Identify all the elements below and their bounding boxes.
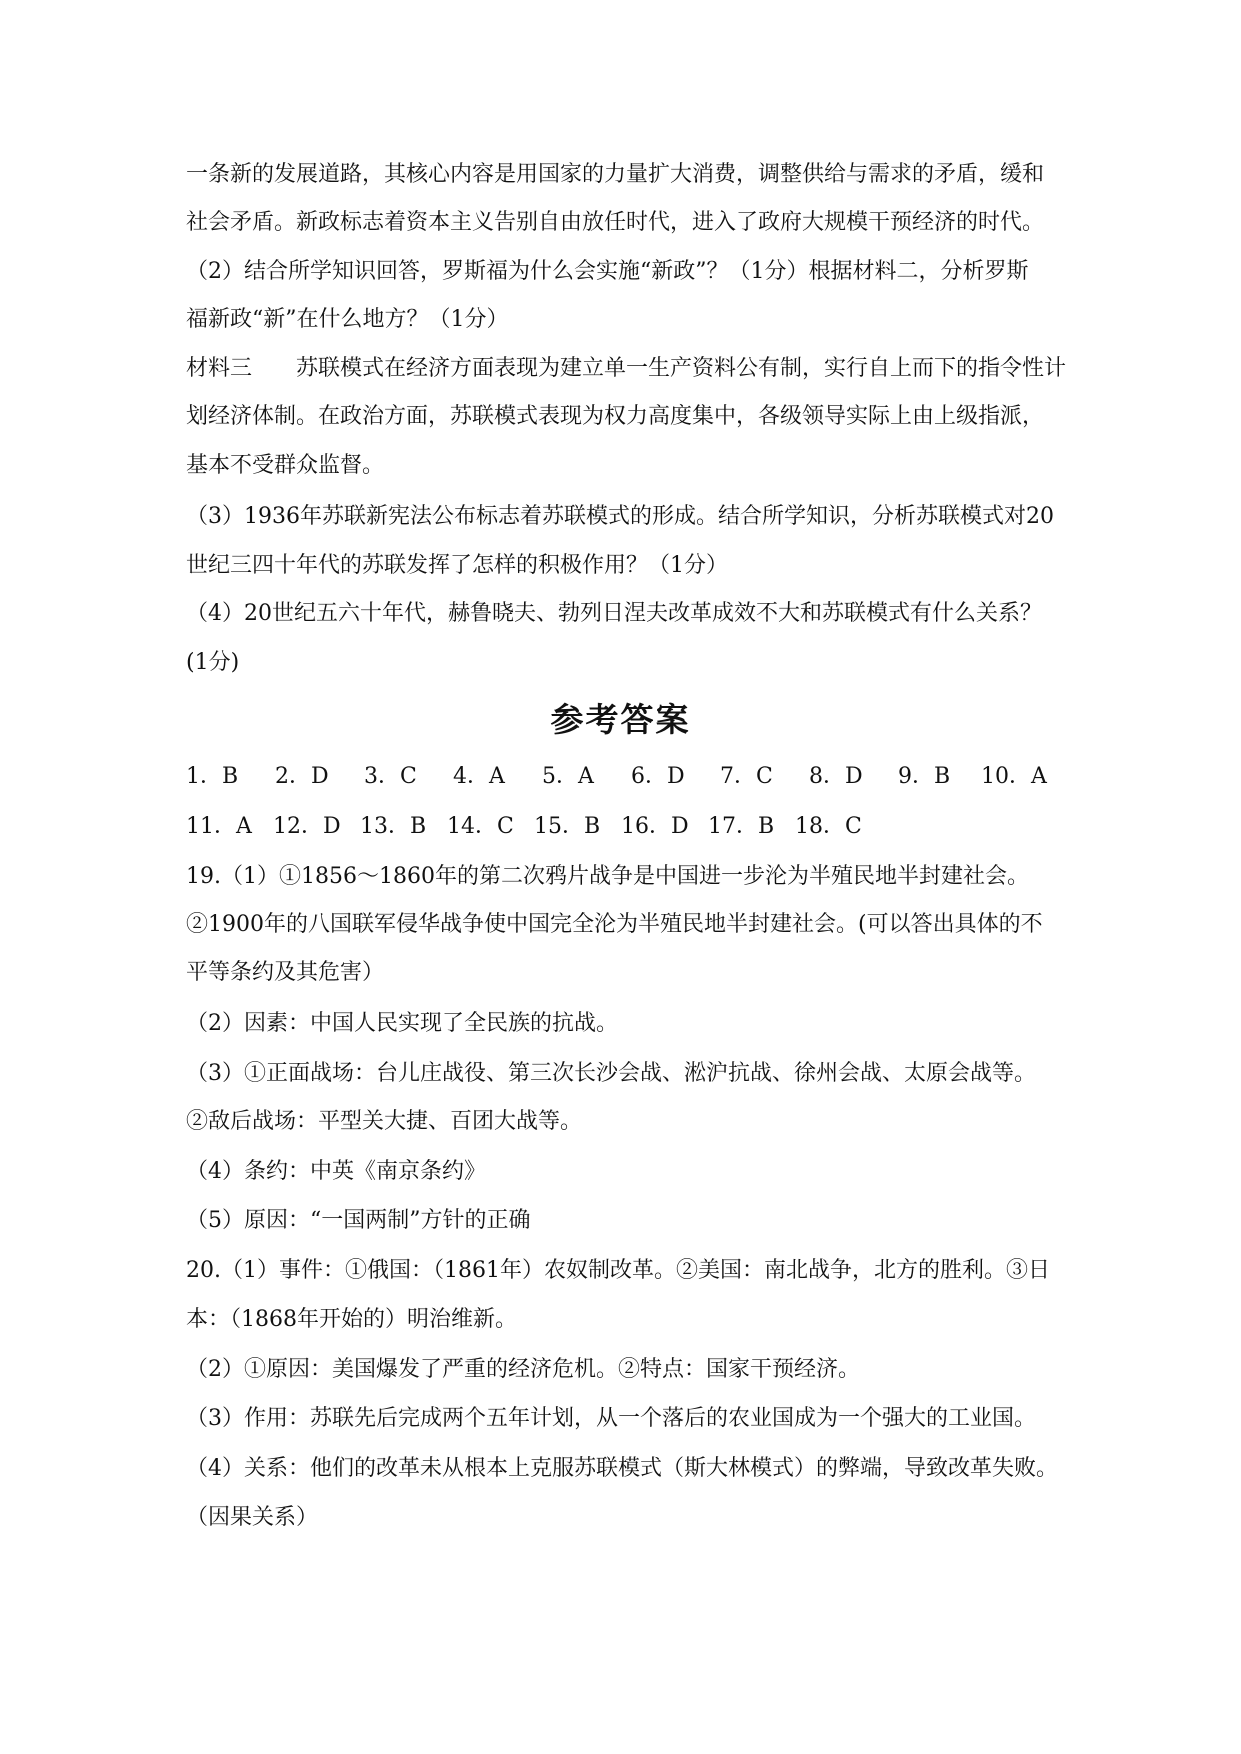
question-line: 划经济体制。在政治方面，苏联模式表现为权力高度集中，各级领导实际上由上级指派， — [186, 404, 1045, 429]
mc-answer: 17．B — [708, 814, 775, 839]
question-line: 世纪三四十年代的苏联发挥了怎样的积极作用？（1分） — [186, 553, 728, 578]
mc-answer: 9．B — [898, 764, 951, 789]
answer-line: ②敌后战场：平型关大捷、百团大战等。 — [186, 1109, 583, 1134]
answer-key-title: 参考答案 — [550, 700, 691, 739]
answer-line: （因果关系） — [186, 1505, 319, 1530]
question-line: 基本不受群众监督。 — [186, 453, 385, 478]
question-line: （4）20世纪五六十年代，赫鲁晓夫、勃列日涅夫改革成效不大和苏联模式有什么关系？ — [186, 601, 1042, 626]
mc-answer: 13．B — [360, 814, 427, 839]
mc-answer: 12．D — [273, 814, 341, 839]
mc-answer: 1．B — [186, 764, 239, 789]
mc-answer: 3．C — [364, 764, 417, 789]
answer-line: （5）原因：“一国两制”方针的正确 — [186, 1208, 531, 1233]
mc-answer: 4．A — [453, 764, 505, 789]
question-line: (1分) — [186, 650, 240, 675]
question-line: （3）1936年苏联新宪法公布标志着苏联模式的形成。结合所学知识，分析苏联模式对20 — [186, 504, 1054, 529]
question-line: （2）结合所学知识回答，罗斯福为什么会实施“新政”？（1分）根据材料二，分析罗斯 — [186, 259, 1029, 284]
answer-line: 本：（1868年开始的）明治维新。 — [186, 1307, 517, 1332]
answer-line: （3）作用：苏联先后完成两个五年计划，从一个落后的农业国成为一个强大的工业国。 — [186, 1406, 1036, 1431]
mc-answer: 8．D — [809, 764, 863, 789]
mc-answer: 18．C — [795, 814, 862, 839]
answer-line: （4）关系：他们的改革未从根本上克服苏联模式（斯大林模式）的弊端，导致改革失败。 — [186, 1456, 1059, 1481]
mc-answer: 6．D — [631, 764, 685, 789]
question-line: 福新政“新”在什么地方？（1分） — [186, 307, 509, 332]
question-line: 社会矛盾。新政标志着资本主义告别自由放任时代，进入了政府大规模干预经济的时代。 — [186, 210, 1045, 235]
question-line: 一条新的发展道路，其核心内容是用国家的力量扩大消费，调整供给与需求的矛盾，缓和 — [186, 162, 1045, 187]
answer-line: （2）因素：中国人民实现了全民族的抗战。 — [186, 1011, 618, 1036]
answer-line: 20.（1）事件：①俄国：（1861年）农奴制改革。②美国：南北战争，北方的胜利。③日 — [186, 1258, 1050, 1283]
mc-answer: 15．B — [534, 814, 601, 839]
answer-line: 平等条约及其危害） — [186, 960, 385, 985]
mc-answer: 7．C — [720, 764, 773, 789]
answer-line: （3）①正面战场：台儿庄战役、第三次长沙会战、淞沪抗战、徐州会战、太原会战等。 — [186, 1061, 1036, 1086]
answer-line: 19.（1）①1856～1860年的第二次鸦片战争是中国进一步沦为半殖民地半封建社会。 — [186, 864, 1029, 889]
mc-answer: 2．D — [275, 764, 329, 789]
mc-answer: 14．C — [447, 814, 514, 839]
answer-line: （4）条约：中英《南京条约》 — [186, 1159, 486, 1184]
answer-line: ②1900年的八国联军侵华战争使中国完全沦为半殖民地半封建社会。(可以答出具体的不 — [186, 912, 1043, 937]
mc-answer: 10．A — [981, 764, 1047, 789]
answer-line: （2）①原因：美国爆发了严重的经济危机。②特点：国家干预经济。 — [186, 1357, 860, 1382]
mc-answer: 11．A — [186, 814, 252, 839]
mc-answer: 5．A — [542, 764, 594, 789]
mc-answer: 16．D — [621, 814, 689, 839]
question-line: 材料三 苏联模式在经济方面表现为建立单一生产资料公有制，实行自上而下的指令性计 — [186, 356, 1067, 381]
